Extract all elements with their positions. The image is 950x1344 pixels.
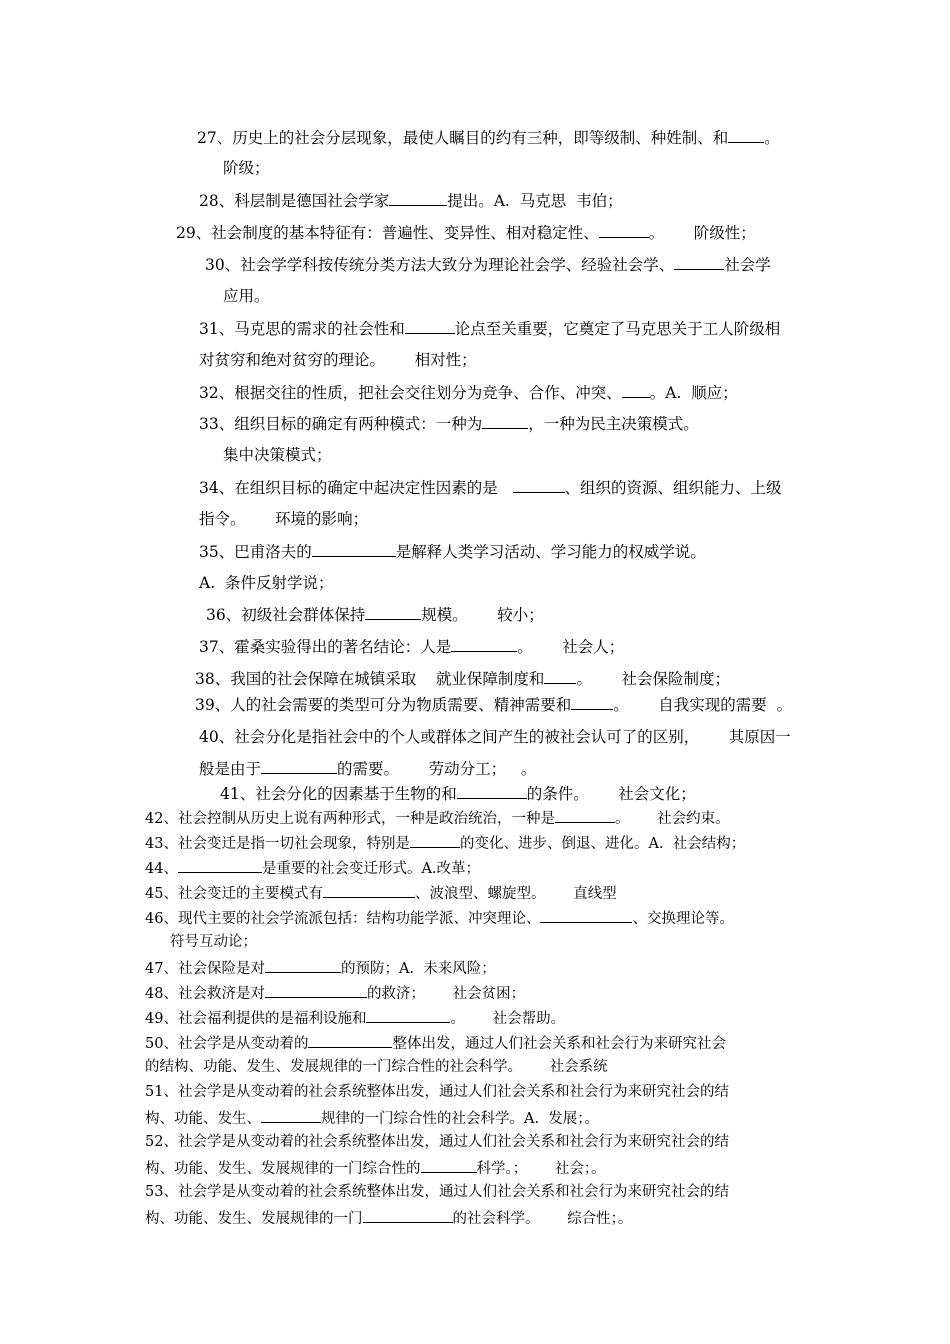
answer-blank [555,807,615,823]
question-53-cont: 构、功能、发生、发展规律的一门 的社会科学。 综合性；。 [145,1207,632,1229]
question-31: 31、马克思的需求的社会性和 论点至关重要，它奠定了马克思关于工人阶级相 [199,320,781,338]
question-39: 39、人的社会需要的类型可分为物质需要、精神需要和 。 自我实现的需要 。 [195,696,793,714]
answer-blank [599,222,649,238]
answer-blank [410,832,460,848]
answer-blank [728,127,764,143]
question-32: 32、根据交往的性质，把社会交往划分为竞争、合作、冲突、 。A. 顺应； [199,384,738,402]
question-35: 35、巴甫洛夫的 是解释人类学习活动、学习能力的权威学说。 [199,543,706,561]
answer-30: 应用。 [223,287,270,305]
answer-blank [544,668,576,684]
question-34-cont: 指令。 环境的影响； [199,510,369,528]
question-48: 48、社会救济是对 的救济； 社会贫困； [145,982,525,1004]
question-40-cont: 般是由于 的需要。 劳动分工； 。 [199,760,537,778]
answer-blank [265,957,341,973]
question-47: 47、社会保险是对 的预防；A. 未来风险； [145,957,496,979]
question-33: 33、组织目标的确定有两种模式：一种为 ，一种为民主决策模式。 [199,415,699,433]
question-42: 42、社会控制从历史上说有两种形式，一种是政治统治，一种是 。 社会约束。 [145,807,730,829]
question-36: 36、初级社会群体保持 规模。 较小； [206,606,544,624]
question-51-cont: 构、功能、发生、 规律的一门综合性的社会科学。A. 发展；。 [145,1107,599,1129]
question-53: 53、社会学是从变动着的社会系统整体出发，通过人们社会关系和社会行为来研究社会的结 [145,1184,729,1200]
question-46: 46、现代主要的社会学流派包括：结构功能学派、冲突理论、 、交换理论等。 [145,907,734,929]
answer-blank [261,1107,321,1123]
answer-35: A. 条件反射学说； [199,574,334,592]
question-52: 52、社会学是从变动着的社会系统整体出发，通过人们社会关系和社会行为来研究社会的结 [145,1134,729,1150]
question-28: 28、科层制是德国社会学家 提出。A. 马克思 韦伯； [199,192,623,210]
question-37: 37、霍桑实验得出的著名结论：人是 。 社会人； [199,638,625,656]
question-45: 45、社会变迁的主要模式有 、波浪型、螺旋型。 直线型 [145,882,617,904]
answer-blank [482,413,528,429]
answer-blank [363,1207,453,1223]
answer-blank [457,783,527,799]
answer-27: 阶级； [223,159,270,177]
answer-blank [513,477,565,493]
question-34: 34、在组织目标的确定中起决定性因素的是 、组织的资源、组织能力、上级 [199,479,782,497]
answer-blank [365,604,421,620]
question-40: 40、社会分化是指社会中的个人或群体之间产生的被社会认可了的区别， 其原因一 [199,728,791,746]
answer-blank [308,1032,392,1048]
answer-blank [366,1007,450,1023]
question-27: 27、历史上的社会分层现象，最使人瞩目的约有三种，即等级制、种姓制、和 。 [197,129,780,147]
answer-33: 集中决策模式； [223,446,332,464]
answer-blank [421,1157,477,1173]
answer-blank [261,758,337,774]
answer-blank [674,254,724,270]
answer-blank [178,857,262,873]
answer-blank [540,907,632,923]
answer-blank [323,882,415,898]
question-41: 41、社会分化的因素基于生物的和 的条件。 社会文化； [220,785,696,803]
answer-blank [451,636,517,652]
answer-blank [389,190,447,206]
question-38: 38、我国的社会保障在城镇采取 就业保障制度和 。 社会保险制度； [195,670,731,688]
question-30: 30、社会学学科按传统分类方法大致分为理论社会学、经验社会学、 社会学 [205,256,771,274]
question-43: 43、社会变迁是指一切社会现象，特别是 的变化、进步、倒退、进化。A. 社会结构； [145,832,745,854]
question-44: 44、 是重要的社会变迁形式。A.改革； [145,857,480,879]
answer-blank [265,982,367,998]
answer-blank [405,318,455,334]
question-51: 51、社会学是从变动着的社会系统整体出发，通过人们社会关系和社会行为来研究社会的结 [145,1084,729,1100]
question-52-cont: 构、功能、发生、发展规律的一门综合性的 科学。； 社会；。 [145,1157,606,1179]
answer-46: 符号互动论； [170,934,257,950]
question-31-cont: 对贫穷和绝对贫穷的理论。 相对性； [199,351,477,369]
answer-blank [622,382,650,398]
question-29: 29、社会制度的基本特征有：普遍性、变异性、相对稳定性、 。 阶级性； [176,224,756,242]
answer-blank [312,541,396,557]
question-50-cont: 的结构、功能、发生、发展规律的一门综合性的社会科学。 社会系统 [145,1059,608,1075]
question-49: 49、社会福利提供的是福利设施和 。 社会帮助。 [145,1007,565,1029]
question-50: 50、社会学是从变动着的 整体出发，通过人们社会关系和社会行为来研究社会 [145,1032,726,1054]
answer-blank [571,694,613,710]
